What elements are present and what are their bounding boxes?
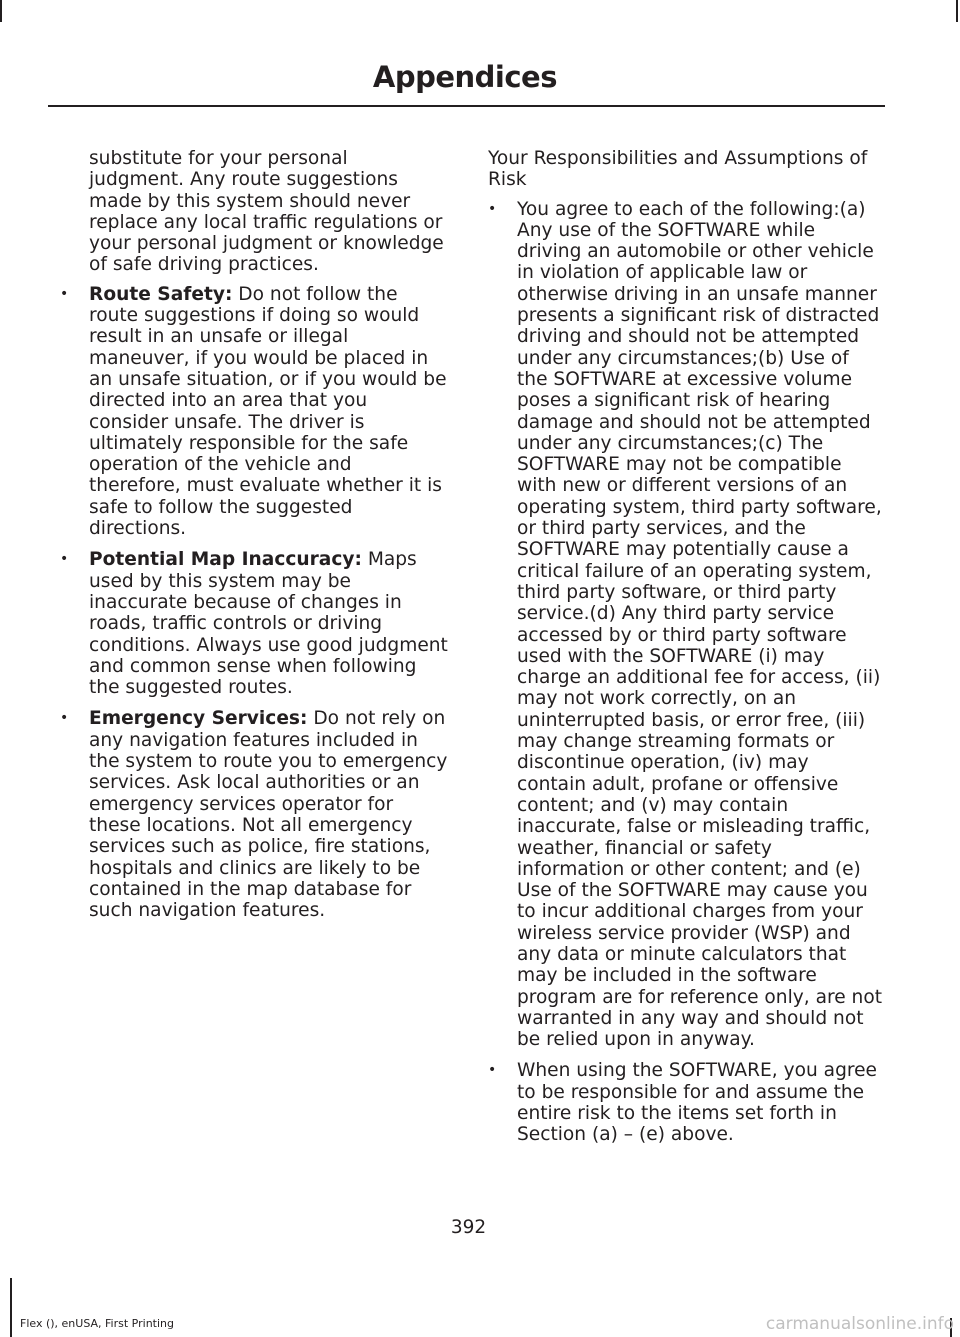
list-item-agreement — [488, 199, 883, 1051]
right-column — [488, 148, 883, 1156]
list-item-route-safety — [60, 284, 448, 540]
list-item-responsibility — [488, 1060, 883, 1145]
item-text: When using the SOFTWARE, you agree to be responsible for and assume the entire risk to the items set forth in Section (a) – (e) above. — [517, 1060, 877, 1146]
watermark-logo[interactable]: carmanualsonline.info — [765, 1314, 954, 1334]
item-term: Emergency Services: — [89, 708, 308, 730]
bullet-icon: • — [60, 710, 69, 727]
page-title: Appendices — [372, 60, 557, 94]
item-text: You agree to each of the following:(a) Any use of the SOFTWARE while driving an automobile or other vehicle in violation of applicable law or otherwise driving in an unsafe manner presents a significant risk of distracted driving and should not be attempted under any circumstances;(b) Use of the SOFTWARE at excessive volume poses a significant risk of hearing damage and should not be attempted under any circumstances;(c) The SOFTWARE may not be compatible with new or different versions of an operating system, third party software, or third party services, and the SOFTWARE may potentially cause a critical failure of an operating system, third party software, or third party service.(d) Any third party service accessed by or third party software used with the SOFTWARE (i) may charge an additional fee for access, (ii) may not work correctly, on an uninterrupted basis, or error free, (iii) may change streaming formats or discontinue operation, (iv) may contain adult, profane or offensive content; and (v) may contain inaccurate, false or misleading traffic, weather, financial or safety information or other content; and (e) Use of the SOFTWARE may cause you to incur additional charges from your wireless service provider (WSP) and any data or minute calculators that may be included in the software program are for reference only, are not warranted in any way and should not be relied upon in anyway. — [517, 198, 883, 1051]
continuation-paragraph: substitute for your personal judgment. Any route suggestions made by this system should never replace any local traffic regulations or your personal judgment or knowledge of safe driving practices. — [89, 148, 444, 276]
list-item-map-inaccuracy — [60, 549, 448, 698]
bullet-icon: • — [488, 1062, 497, 1079]
section-heading: Your Responsibilities and Assumptions of Risk — [488, 148, 868, 191]
item-term: Route Safety: — [89, 283, 233, 305]
item-text: Do not rely on any navigation features included in the system to route you to emergency services. Ask local authorities or an emergency services operator for these locations. Not all emergency services such as police, fire stations, hospitals and clinics are likely to be contained in the map database for such navigation features. — [89, 708, 448, 922]
list-item-emergency-services — [60, 708, 448, 921]
item-term: Potential Map Inaccuracy: — [89, 549, 362, 571]
bullet-icon: • — [60, 551, 69, 568]
item-text: Maps used by this system may be inaccurate because of changes in roads, traffic controls or driving conditions. Always use good judgment and common sense when following the suggested routes. — [89, 549, 448, 699]
header-divider — [48, 105, 885, 107]
item-text: Do not follow the route suggestions if doing so would result in an unsafe or illegal maneuver, if you would be placed in an unsafe situation, or if you would be directed into an area that you consider unsafe. The driver is ultimately responsible for the safe operation of the vehicle and therefore, must evaluate whether it is safe to follow the suggested directions. — [89, 283, 447, 540]
crop-mark-bottom-left — [10, 1278, 12, 1337]
crop-mark-top-left — [0, 0, 2, 22]
crop-mark-top-right — [956, 0, 958, 22]
left-column — [60, 148, 448, 931]
footer-text: Flex (), enUSA, First Printing — [20, 1317, 174, 1330]
page-number: 392 — [450, 1217, 487, 1238]
bullet-icon: • — [60, 285, 69, 302]
bullet-icon: • — [488, 200, 497, 217]
